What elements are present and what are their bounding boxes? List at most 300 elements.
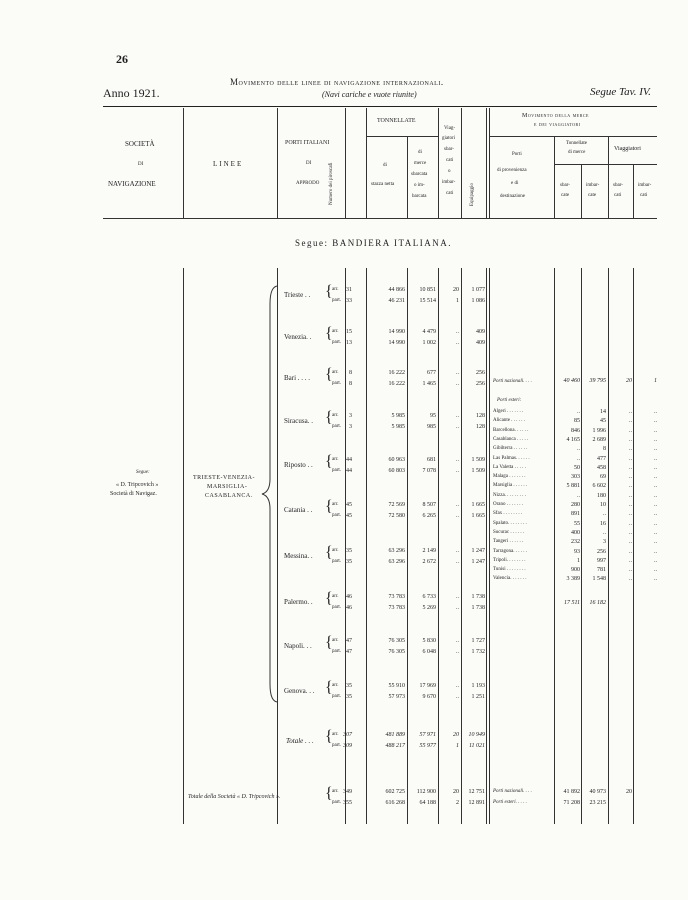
col-divider xyxy=(581,164,582,218)
arr-part-label: part. xyxy=(332,694,342,699)
cell-value: 60 963 xyxy=(388,457,405,463)
cell-value: 6 733 xyxy=(422,594,436,600)
bari-imbarcate: 39 795 xyxy=(589,378,606,384)
cell-value: 409 xyxy=(476,340,485,346)
body-col-line xyxy=(554,268,555,824)
arr-part-label: part. xyxy=(332,649,342,654)
cell-value: 47 xyxy=(346,649,352,655)
company-total-value: 349 xyxy=(343,789,352,795)
company-total-value: 355 xyxy=(343,800,352,806)
cell-value: 7 078 xyxy=(422,468,436,474)
header-provenienza: di provenienza xyxy=(497,168,527,173)
cell-value: 47 xyxy=(346,638,352,644)
cell-value: .. xyxy=(456,594,459,600)
header-merce-di: di xyxy=(418,150,422,155)
foreign-imbarcate: .. xyxy=(603,529,606,536)
body-col-line xyxy=(633,268,634,824)
arr-part-label: arr. xyxy=(332,789,339,794)
right-total-imbarcate: 40 973 xyxy=(589,789,606,795)
cell-value: 1 247 xyxy=(471,559,485,565)
cell-value: 8 xyxy=(349,370,352,376)
header-navigazione: NAVIGAZIONE xyxy=(108,180,156,188)
foreign-imbarcate: 180 xyxy=(597,492,606,499)
header-linee: LINEE xyxy=(213,160,244,168)
cell-value: .. xyxy=(456,683,459,689)
port-name: Trieste . . xyxy=(284,291,311,299)
foreign-imbarcati: .. xyxy=(654,455,657,462)
header-viag: Viag- xyxy=(444,126,456,131)
header-sbarcati: sbar- xyxy=(613,183,623,188)
cell-value: 1 xyxy=(456,298,459,304)
cell-value: 128 xyxy=(476,413,485,419)
body-col-line xyxy=(366,268,367,824)
cell-value: 9 670 xyxy=(422,694,436,700)
arr-part-label: part. xyxy=(332,743,342,748)
header-oim: o im- xyxy=(414,183,425,188)
right-total-label: Porti esteri. . . . . xyxy=(493,800,527,805)
body-col-line xyxy=(461,268,462,824)
cell-value: .. xyxy=(456,638,459,644)
foreign-port-name: Malaga . . . . . . . xyxy=(493,474,526,480)
right-total-sbarcati: 20 xyxy=(626,789,632,795)
foreign-port-name: Spalato. . . . . . . . xyxy=(493,520,527,526)
foreign-imbarcati: .. xyxy=(654,567,657,574)
arr-part-label: part. xyxy=(332,559,342,564)
cell-value: 63 296 xyxy=(388,559,405,565)
total-value: 1 xyxy=(456,743,459,749)
arr-part-label: arr. xyxy=(332,329,339,334)
header-sbarcate2: cate xyxy=(561,193,570,198)
foreign-sbarcati: .. xyxy=(629,520,632,527)
cell-value: 45 xyxy=(346,502,352,508)
line-name-1: TRIESTE-VENEZIA- xyxy=(193,475,255,481)
cell-value: 20 xyxy=(453,287,459,293)
header-merce: merce xyxy=(414,161,427,166)
port-name: Siracusa. . xyxy=(284,417,313,425)
cell-value: 44 xyxy=(346,468,352,474)
total-value: 20 xyxy=(453,732,459,738)
cell-value: .. xyxy=(456,329,459,335)
section-title: Segue: BANDIERA ITALIANA. xyxy=(295,238,453,248)
foreign-imbarcate: 1 996 xyxy=(592,427,606,434)
port-name: Genova. . . xyxy=(284,687,315,695)
foreign-sbarcate: .. xyxy=(577,455,580,462)
cell-value: 13 xyxy=(346,340,352,346)
port-name: Catania . . xyxy=(284,506,313,514)
foreign-imbarcati: .. xyxy=(654,464,657,471)
right-total-imbarcate: 23 215 xyxy=(589,800,606,806)
cell-value: .. xyxy=(456,381,459,387)
foreign-imbarcate: 256 xyxy=(597,548,606,555)
company-total-value: 602 725 xyxy=(385,789,405,795)
foreign-sbarcati: .. xyxy=(629,548,632,555)
bari-sbarcate: 40 460 xyxy=(563,378,580,384)
cell-value: 16 222 xyxy=(388,370,405,376)
foreign-sbarcate: 1 xyxy=(577,557,580,564)
table-reference: Segue Tav. IV. xyxy=(590,86,651,98)
total-value: 55 977 xyxy=(419,743,436,749)
foreign-sbarcate: 232 xyxy=(571,539,580,546)
arr-part-label: arr. xyxy=(332,457,339,462)
row-brace: { xyxy=(325,679,333,696)
cell-value: 1 193 xyxy=(471,683,485,689)
arr-part-label: part. xyxy=(332,605,342,610)
cell-value: 63 296 xyxy=(388,548,405,554)
foreign-port-name: La Valetta . . . . . xyxy=(493,464,526,470)
line-name-2: MARSIGLIA- xyxy=(207,484,248,490)
col-divider xyxy=(633,164,634,218)
row-brace: { xyxy=(325,634,333,651)
foreign-sbarcati: .. xyxy=(629,539,632,546)
cell-value: 73 783 xyxy=(388,605,405,611)
cell-value: 35 xyxy=(346,548,352,554)
port-name: Messina. . xyxy=(284,552,313,560)
col-divider xyxy=(554,136,555,218)
cell-value: 6 265 xyxy=(422,513,436,519)
foreign-sbarcati: .. xyxy=(629,446,632,453)
foreign-imbarcati: .. xyxy=(654,474,657,481)
header-barcata: barcata xyxy=(412,194,427,199)
cell-value: 5 269 xyxy=(422,605,436,611)
foreign-imbarcati: .. xyxy=(654,511,657,518)
foreign-sbarcate: 3 389 xyxy=(566,576,580,583)
cell-value: 256 xyxy=(476,381,485,387)
arr-part-label: arr. xyxy=(332,370,339,375)
foreign-port-name: Gibilterra . . . . . . xyxy=(493,446,528,452)
foreign-sbarcate: 50 xyxy=(574,464,580,471)
total-value: 10 949 xyxy=(468,732,485,738)
cell-value: 72 580 xyxy=(388,513,405,519)
cell-value: 15 514 xyxy=(419,298,436,304)
header-numero-piroscafi: Numero dei piroscafi xyxy=(329,162,334,205)
row-brace: { xyxy=(325,283,333,300)
foreign-sbarcate: 93 xyxy=(574,548,580,555)
row-brace: { xyxy=(325,785,333,802)
body-col-line xyxy=(608,268,609,824)
foreign-imbarcate: 45 xyxy=(600,418,606,425)
company-total-value: 64 188 xyxy=(419,800,436,806)
foreign-port-name: Algeri . . . . . . . xyxy=(493,409,524,414)
foreign-total-imbarcate: 16 182 xyxy=(589,600,606,606)
foreign-sbarcate: 280 xyxy=(571,502,580,508)
foreign-imbarcate: 477 xyxy=(597,455,606,462)
row-brace: { xyxy=(325,453,333,470)
cell-value: 35 xyxy=(346,694,352,700)
col-divider xyxy=(345,108,346,218)
header-imbarcate2: cate xyxy=(588,193,597,198)
sub-rule xyxy=(554,164,657,165)
arr-part-label: part. xyxy=(332,381,342,386)
foreign-sbarcate: 5 881 xyxy=(566,483,580,490)
year-label: Anno 1921. xyxy=(103,86,160,100)
arr-part-label: arr. xyxy=(332,413,339,418)
foreign-imbarcate: 781 xyxy=(597,567,606,574)
foreign-port-name: Sucurac . . . . . . xyxy=(493,529,525,535)
header-societa-di: DI xyxy=(138,162,144,167)
header-sbarcati2: cati xyxy=(614,193,622,198)
foreign-imbarcati: .. xyxy=(654,576,657,583)
foreign-sbarcate: 55 xyxy=(574,520,580,527)
cell-value: 16 222 xyxy=(388,381,405,387)
arr-part-label: part. xyxy=(332,800,342,805)
page-title: Movimento delle linee di navigazione internazionali. xyxy=(230,77,444,87)
foreign-imbarcati: .. xyxy=(654,539,657,546)
foreign-sbarcati: .. xyxy=(629,483,632,490)
foreign-sbarcati: .. xyxy=(629,502,632,508)
header-sbarcata: sbarcata xyxy=(411,172,428,177)
header-porti-di: DI xyxy=(306,161,312,166)
foreign-port-name: Barcellona. . . . . . xyxy=(493,427,529,433)
foreign-sbarcati: .. xyxy=(629,455,632,462)
company-name: « D. Tripcovich » xyxy=(116,482,159,488)
cell-value: 31 xyxy=(346,287,352,293)
sub-rule xyxy=(489,136,657,137)
cell-value: 14 990 xyxy=(388,329,405,335)
cell-value: 3 xyxy=(349,424,352,430)
cell-value: 1 086 xyxy=(471,298,485,304)
cell-value: 95 xyxy=(430,413,436,419)
cell-value: 46 xyxy=(346,605,352,611)
row-brace: { xyxy=(325,366,333,383)
header-societa: SOCIETÀ xyxy=(125,140,155,148)
total-value: 488 217 xyxy=(385,743,405,749)
cell-value: 14 990 xyxy=(388,340,405,346)
foreign-port-name: Casablanca . . . . . xyxy=(493,436,529,442)
company-total-value: 2 xyxy=(456,800,459,806)
cell-value: .. xyxy=(456,548,459,554)
cell-value: .. xyxy=(456,468,459,474)
header-imbar: imbar- xyxy=(442,180,456,185)
arr-part-label: part. xyxy=(332,340,342,345)
foreign-port-name: Tarragona. . . . . . xyxy=(493,548,527,554)
cell-value: 5 985 xyxy=(391,413,405,419)
page-subtitle: (Navi cariche e vuote riunite) xyxy=(322,90,417,99)
col-divider xyxy=(366,108,367,218)
foreign-imbarcati: .. xyxy=(654,492,657,499)
foreign-imbarcati: .. xyxy=(654,427,657,434)
foreign-port-name: Tangeri . . . . . . xyxy=(493,539,524,545)
arr-part-label: part. xyxy=(332,424,342,429)
foreign-imbarcati: .. xyxy=(654,446,657,453)
foreign-imbarcate: 14 xyxy=(600,409,606,415)
port-name: Palermo. . xyxy=(284,598,313,606)
company-total-value: 616 268 xyxy=(385,800,405,806)
cell-value: 44 866 xyxy=(388,287,405,293)
total-label: Totale . . . xyxy=(286,737,314,745)
cell-value: 10 851 xyxy=(419,287,436,293)
foreign-sbarcati: .. xyxy=(629,418,632,425)
cell-value: 2 672 xyxy=(422,559,436,565)
header-tonnellate-merce: Tonnellate xyxy=(566,141,588,146)
arr-part-label: arr. xyxy=(332,548,339,553)
foreign-port-name: Alicante . . . . . . xyxy=(493,418,525,424)
row-brace: { xyxy=(325,498,333,515)
porti-esteri-label: Porti esteri: xyxy=(497,398,522,403)
header-cati: cati xyxy=(446,158,454,163)
cell-value: 5 830 xyxy=(422,638,436,644)
foreign-sbarcati: .. xyxy=(629,427,632,434)
cell-value: .. xyxy=(456,502,459,508)
porti-nazionali-label: Porti nazionali. . . . xyxy=(493,379,532,384)
arr-part-label: arr. xyxy=(332,683,339,688)
company-total-value: 20 xyxy=(453,789,459,795)
cell-value: 35 xyxy=(346,683,352,689)
arr-part-label: arr. xyxy=(332,594,339,599)
body-col-line xyxy=(489,268,490,824)
port-name: Riposto . . xyxy=(284,461,313,469)
header-e-di: e di xyxy=(511,181,519,186)
cell-value: 57 973 xyxy=(388,694,405,700)
cell-value: .. xyxy=(456,370,459,376)
foreign-imbarcate: 6 602 xyxy=(592,483,606,490)
foreign-imbarcate: 2 689 xyxy=(592,436,606,443)
cell-value: 60 803 xyxy=(388,468,405,474)
header-giatori: giatori xyxy=(442,136,456,141)
foreign-port-name: Las Palmas. . . . . . xyxy=(493,455,530,461)
cell-value: 1 665 xyxy=(471,502,485,508)
foreign-imbarcate: 16 xyxy=(600,520,606,527)
arr-part-label: arr. xyxy=(332,638,339,643)
cell-value: 8 xyxy=(349,381,352,387)
header-movimento2: e dei viaggiatori xyxy=(534,122,581,128)
foreign-sbarcati: .. xyxy=(629,557,632,564)
row-brace: { xyxy=(325,544,333,561)
cell-value: 1 002 xyxy=(422,340,436,346)
header-equipaggio: Equipaggio xyxy=(470,182,475,206)
foreign-total-sbarcate: 17 511 xyxy=(563,600,580,606)
row-brace: { xyxy=(325,728,333,745)
header-movimento: Movimento della merce xyxy=(522,113,589,119)
foreign-port-name: Tunisi . . . . . . . . xyxy=(493,567,526,573)
foreign-imbarcati: .. xyxy=(654,436,657,443)
foreign-imbarcati: .. xyxy=(654,520,657,527)
cell-value: .. xyxy=(456,457,459,463)
header-stazza-di: di xyxy=(383,163,387,168)
header-bottom-rule xyxy=(103,218,657,219)
cell-value: .. xyxy=(456,424,459,430)
foreign-imbarcati: .. xyxy=(654,557,657,564)
foreign-imbarcati: .. xyxy=(654,502,657,508)
arr-part-label: part. xyxy=(332,468,342,473)
cell-value: 45 xyxy=(346,513,352,519)
foreign-imbarcate: 997 xyxy=(597,557,606,564)
header-sbar: sbar- xyxy=(444,147,454,152)
cell-value: 33 xyxy=(346,298,352,304)
page-number: 26 xyxy=(116,52,128,66)
foreign-sbarcati: .. xyxy=(629,474,632,481)
cell-value: 44 xyxy=(346,457,352,463)
right-total-sbarcate: 41 892 xyxy=(563,789,580,795)
bari-imbarcati: 1 xyxy=(654,378,657,384)
cell-value: 17 969 xyxy=(419,683,436,689)
cell-value: .. xyxy=(456,340,459,346)
foreign-sbarcate: .. xyxy=(577,492,580,499)
company-total-label: Totale della Società « D. Tripcovich ». xyxy=(188,794,281,800)
body-col-line xyxy=(183,268,184,824)
foreign-port-name: Sfax . . . . . . . . xyxy=(493,511,523,517)
cell-value: .. xyxy=(456,694,459,700)
foreign-imbarcate: 10 xyxy=(600,502,606,508)
port-name: Venezia. . xyxy=(284,333,312,341)
header-imbarcati: imbar- xyxy=(638,183,652,188)
foreign-sbarcati: .. xyxy=(629,492,632,499)
foreign-port-name: Marsiglia . . . . . . xyxy=(493,483,528,489)
foreign-imbarcati: .. xyxy=(654,483,657,490)
cell-value: 1 665 xyxy=(471,513,485,519)
col-divider xyxy=(407,136,408,218)
foreign-sbarcati: .. xyxy=(629,511,632,518)
cell-value: 1 465 xyxy=(422,381,436,387)
foreign-sbarcati: .. xyxy=(629,436,632,443)
foreign-sbarcate: 891 xyxy=(571,511,580,518)
foreign-port-name: Tripoli. . . . . . . . xyxy=(493,557,526,563)
cell-value: 681 xyxy=(427,457,436,463)
header-top-rule xyxy=(103,106,657,107)
total-value: 11 021 xyxy=(468,743,485,749)
foreign-sbarcati: .. xyxy=(629,529,632,536)
foreign-sbarcati: .. xyxy=(629,409,632,415)
line-brace xyxy=(258,284,280,704)
col-divider xyxy=(608,136,609,218)
company-name-2: Società di Navigaz. xyxy=(110,491,157,497)
cell-value: .. xyxy=(456,559,459,565)
cell-value: 128 xyxy=(476,424,485,430)
foreign-port-name: Orano . . . . . . . xyxy=(493,502,523,507)
row-brace: { xyxy=(325,325,333,342)
cell-value: .. xyxy=(456,649,459,655)
body-col-line xyxy=(581,268,582,824)
cell-value: .. xyxy=(456,605,459,611)
foreign-imbarcati: .. xyxy=(654,529,657,536)
cell-value: 72 569 xyxy=(388,502,405,508)
header-sbarcate: sbar- xyxy=(560,183,570,188)
col-divider xyxy=(461,108,462,218)
header-porti-prov: Porti xyxy=(512,152,522,157)
col-divider xyxy=(438,108,439,218)
body-col-line xyxy=(345,268,346,824)
col-divider xyxy=(183,108,184,218)
foreign-imbarcate: 69 xyxy=(600,474,606,481)
cell-value: 1 077 xyxy=(471,287,485,293)
cell-value: 1 727 xyxy=(471,638,485,644)
bari-sbarcati: 20 xyxy=(626,378,632,384)
foreign-imbarcati: .. xyxy=(654,418,657,425)
header-imbarcati2: cati xyxy=(640,193,648,198)
foreign-sbarcati: .. xyxy=(629,464,632,471)
cell-value: 76 305 xyxy=(388,638,405,644)
cell-value: 46 xyxy=(346,594,352,600)
cell-value: 1 509 xyxy=(471,457,485,463)
foreign-imbarcate: 458 xyxy=(597,464,606,471)
cell-value: 55 910 xyxy=(388,683,405,689)
body-col-line xyxy=(438,268,439,824)
header-tonnellate: TONNELLATE xyxy=(377,118,416,124)
company-total-value: 12 751 xyxy=(468,789,485,795)
right-total-sbarcate: 71 208 xyxy=(563,800,580,806)
row-brace: { xyxy=(325,590,333,607)
header-destinazione: destinazione xyxy=(500,194,525,199)
foreign-imbarcati: .. xyxy=(654,548,657,555)
header-imbarcate: imbar- xyxy=(586,183,600,188)
cell-value: 15 xyxy=(346,329,352,335)
cell-value: 4 479 xyxy=(422,329,436,335)
header-viaggiatori: Viaggiatori xyxy=(614,146,641,152)
header-porti: PORTI ITALIANI xyxy=(285,140,330,146)
cell-value: 1 247 xyxy=(471,548,485,554)
foreign-sbarcati: .. xyxy=(629,567,632,574)
foreign-imbarcate: 8 xyxy=(603,446,606,453)
cell-value: 1 738 xyxy=(471,605,485,611)
